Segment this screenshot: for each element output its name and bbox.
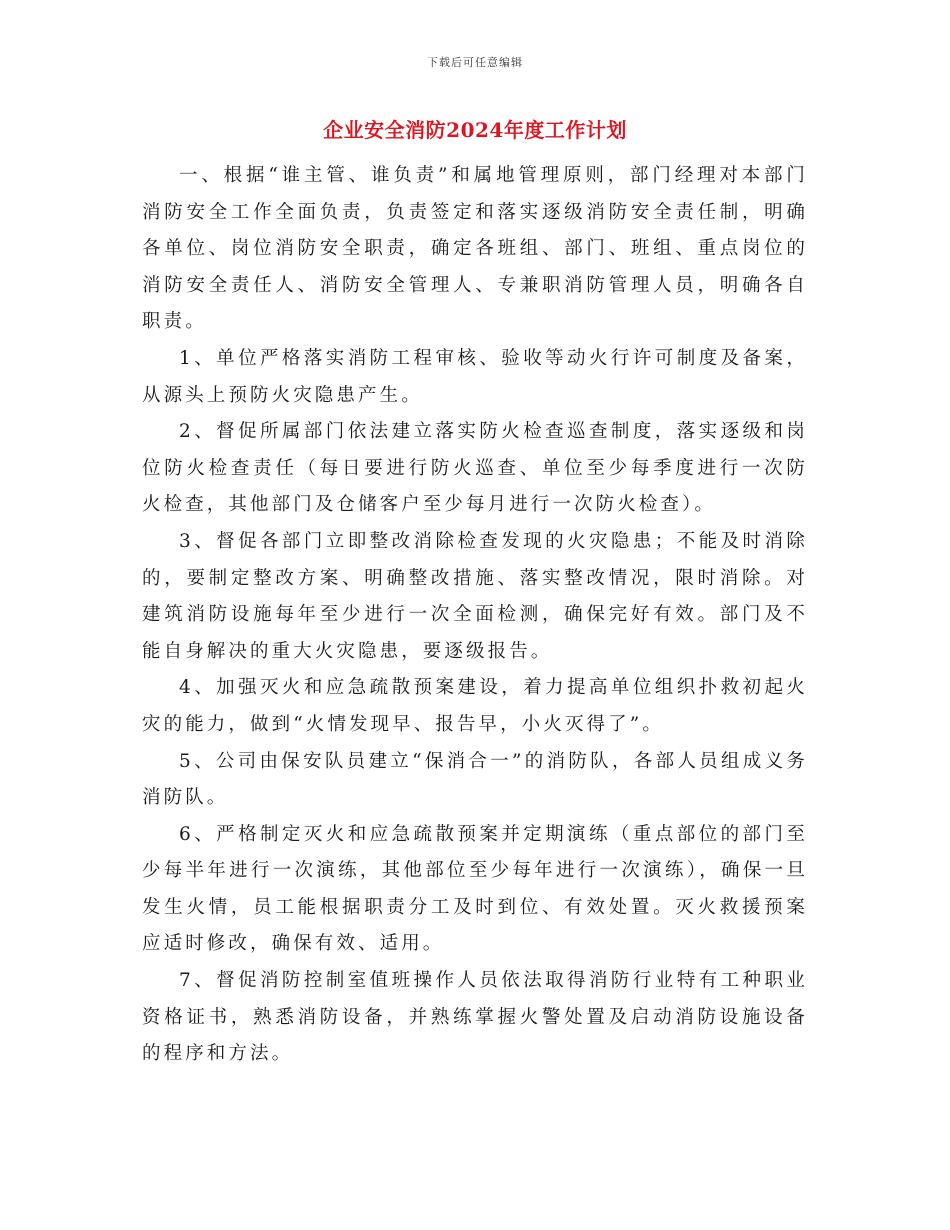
document-body [142, 158, 808, 1073]
paragraph-item-6: 6、严格制定灭火和应急疏散预案并定期演练（重点部位的部门至少每半年进行一次演练，其他部位至少每年进行一次演练），确保一旦发生火情，员工能根据职责分工及时到位、有效处置。灭火救援预案应适时修改，确保有效、适用。 [142, 823, 808, 955]
paragraph-item-2: 2、督促所属部门依法建立落实防火检查巡查制度，落实逐级和岗位防火检查责任（每日要进行防火巡查、单位至少每季度进行一次防火检查，其他部门及仓储客户至少每月进行一次防火检查）。 [142, 421, 808, 516]
paragraph-item-7: 7、督促消防控制室值班操作人员依法取得消防行业特有工种职业资格证书，熟悉消防设备，并熟练掌握火警处置及启动消防设施设备的程序和方法。 [142, 970, 808, 1065]
paragraph-item-4: 4、加强灭火和应急疏散预案建设，着力提高单位组织扑救初起火灾的能力，做到“火情发现早、报告早，小火灭得了”。 [142, 677, 808, 735]
paragraph-item-5: 5、公司由保安队员建立“保消合一”的消防队，各部人员组成义务消防队。 [142, 750, 808, 809]
paragraph-intro: 一、根据“谁主管、谁负责”和属地管理原则，部门经理对本部门消防安全工作全面负责，负责签定和落实逐级消防安全责任制，明确各单位、岗位消防安全职责，确定各班组、部门、班组、重点岗位的消防安全责任人、消防安全管理人、专兼职消防管理人员，明确各自职责。 [142, 165, 808, 333]
document-title: 企业安全消防2024年度工作计划 [323, 118, 627, 142]
header-note: 下载后可任意编辑 [427, 56, 523, 69]
paragraph-item-1: 1、单位严格落实消防工程审核、验收等动火行许可制度及备案，从源头上预防火灾隐患产生。 [142, 347, 808, 406]
paragraph-item-3: 3、督促各部门立即整改消除检查发现的火灾隐患；不能及时消除的，要制定整改方案、明确整改措施、落实整改情况，限时消除。对建筑消防设施每年至少进行一次全面检测，确保完好有效。部门及不能自身解决的重大火灾隐患，要逐级报告。 [142, 530, 808, 662]
